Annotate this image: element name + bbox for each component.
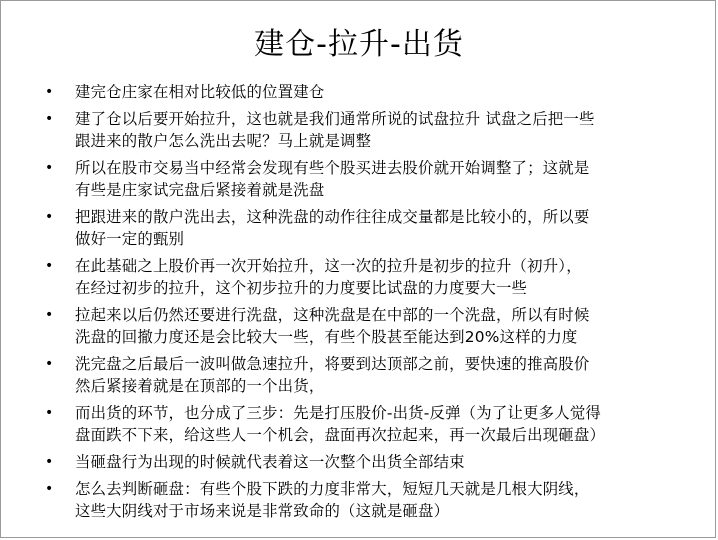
list-item-text-line: 拉起来以后仍然还要进行洗盘，这种洗盘是在中部的一个洗盘，所以有时候 xyxy=(75,306,590,324)
list-item-text-line: 在经过初步的拉升，这个初步拉升的力度要比试盘的力度要大一些 xyxy=(75,279,528,297)
bullet-icon: • xyxy=(45,405,54,421)
bullet-icon: • xyxy=(45,209,54,225)
list-item xyxy=(41,157,681,201)
list-item-text-line: 把跟进来的散户洗出去，这种洗盘的动作往往成交量都是比较小的，所以要 xyxy=(75,208,590,226)
bullet-icon: • xyxy=(45,481,54,497)
list-item xyxy=(41,81,681,103)
slide-title: 建仓-拉升-出货 xyxy=(254,27,464,62)
list-item-text-line: 有些是庄家试完盘后紧接着就是洗盘 xyxy=(75,181,325,199)
list-item-text-line: 所以在股市交易当中经常会发现有些个股买进去股价就开始调整了；这就是 xyxy=(75,159,590,177)
bullet-icon: • xyxy=(45,307,54,323)
list-item-text-line: 建完仓庄家在相对比较低的位置建仓 xyxy=(75,83,325,101)
list-item xyxy=(41,353,681,397)
list-item xyxy=(41,108,681,152)
bullet-icon: • xyxy=(45,111,54,127)
bullet-icon: • xyxy=(45,356,54,372)
list-item xyxy=(41,304,681,348)
list-item-text-line: 在此基础之上股价再一次开始拉升，这一次的拉升是初步的拉升（初升）， xyxy=(75,257,582,275)
list-item-text-line: 建了仓以后要开始拉升，这也就是我们通常所说的试盘拉升 试盘之后把一些 xyxy=(75,110,595,128)
list-item-text-line: 然后紧接着就是在顶部的一个出货， xyxy=(75,377,325,395)
list-item-text-line: 怎么去判断砸盘：有些个股下跌的力度非常大，短短几天就是几根大阴线， xyxy=(75,480,590,498)
list-item-text-line: 当砸盘行为出现的时候就代表着这一次整个出货全部结束 xyxy=(75,453,465,471)
list-item xyxy=(41,451,681,473)
list-item xyxy=(41,402,681,446)
bullet-icon: • xyxy=(45,84,54,100)
list-item-text-line: 跟进来的散户怎么洗出去呢？马上就是调整 xyxy=(75,132,372,150)
list-item-text-line: 盘面跌不下来，给这些人一个机会，盘面再次拉起来，再一次最后出现砸盘） xyxy=(75,426,606,444)
list-item-text-line: 洗完盘之后最后一波叫做急速拉升，将要到达顶部之前，要快速的推高股价 xyxy=(75,355,590,373)
list-item xyxy=(41,255,681,299)
list-item xyxy=(41,478,681,522)
bullet-list xyxy=(41,81,681,527)
bullet-icon: • xyxy=(45,258,54,274)
bullet-icon: • xyxy=(45,454,54,470)
bullet-icon: • xyxy=(45,160,54,176)
list-item-text-line: 这些大阴线对于市场来说是非常致命的（这就是砸盘） xyxy=(75,502,450,520)
list-item-text-line: 洗盘的回撤力度还是会比较大一些，有些个股甚至能达到20%这样的力度 xyxy=(75,328,578,346)
list-item-text-line: 做好一定的甄别 xyxy=(75,230,185,248)
list-item xyxy=(41,206,681,250)
list-item-text-line: 而出货的环节，也分成了三步：先是打压股价-出货-反弹（为了让更多人觉得 xyxy=(75,404,601,422)
